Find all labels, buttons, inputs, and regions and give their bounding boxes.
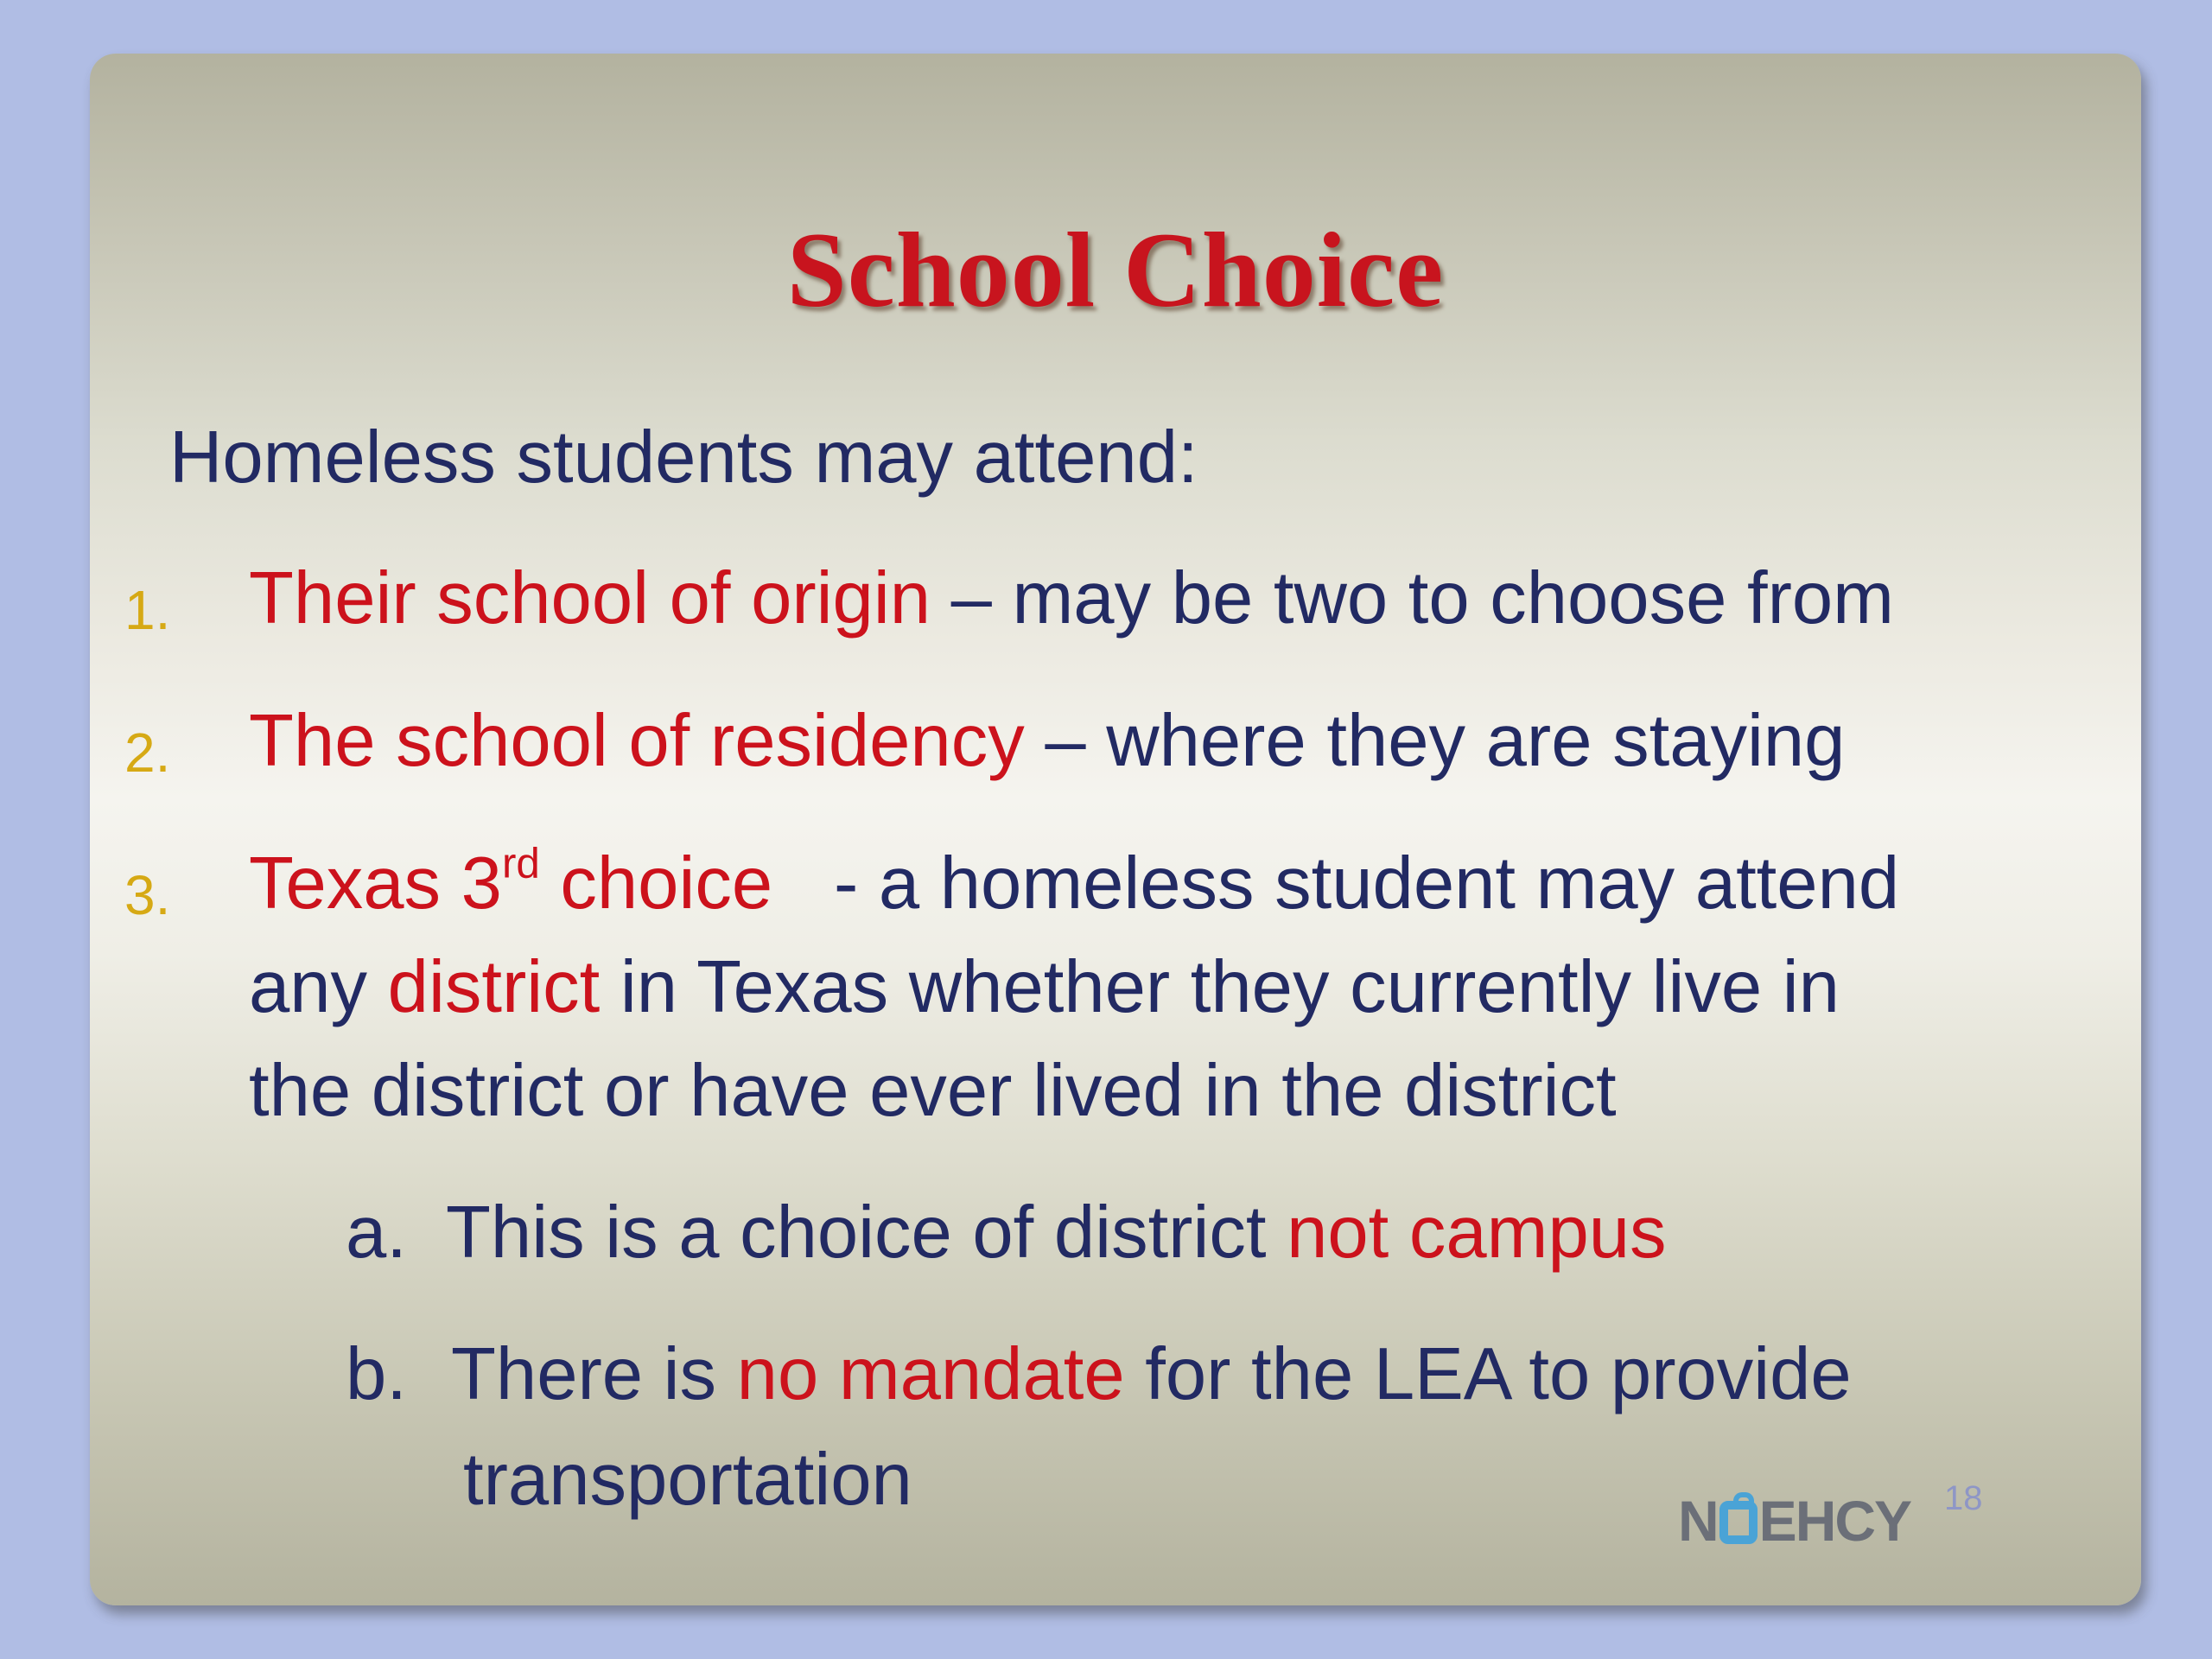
list-item-3-rest: - a homeless student may attend xyxy=(772,842,1900,925)
list-item-3-line-2-red: district xyxy=(387,946,601,1028)
list-number-3: 3. xyxy=(124,864,171,926)
subitem-b-text-b: for the LEA to provide xyxy=(1124,1333,1852,1415)
list-item-1 xyxy=(249,557,1894,639)
list-item-3-highlight-b: choice xyxy=(539,842,773,925)
list-item-2-highlight: The school of residency xyxy=(249,700,1025,782)
list-item-3-line-1 xyxy=(249,839,1900,925)
logo-backpack-icon xyxy=(1719,1501,1758,1544)
slide-body xyxy=(90,54,2141,1605)
subitem-b-line-2: transportation xyxy=(463,1439,912,1521)
list-item-3-line-2-a: any xyxy=(249,946,388,1028)
list-number-2: 2. xyxy=(124,721,171,784)
list-item-1-highlight: Their school of origin xyxy=(249,557,931,639)
nchey-logo xyxy=(1678,1488,1910,1554)
list-item-3-highlight xyxy=(249,839,773,925)
logo-text-left: N xyxy=(1678,1489,1718,1553)
list-number-1: 1. xyxy=(124,579,171,641)
list-item-2-rest: – where they are staying xyxy=(1024,700,1846,782)
list-item-3-line-3: the district or have ever lived in the district xyxy=(249,1050,1617,1132)
subitem-a-text: This is a choice of district xyxy=(446,1192,1287,1274)
logo-text-right: EHCY xyxy=(1758,1489,1911,1553)
list-item-3-line-2-b: in Texas whether they currently live in xyxy=(600,946,1840,1028)
list-item-3-line-2 xyxy=(249,946,1840,1028)
intro-text: Homeless students may attend: xyxy=(169,416,1198,499)
list-item-3-highlight-a: Texas 3 xyxy=(249,842,502,925)
list-item-2 xyxy=(249,700,1846,782)
subitem-a-letter: a. xyxy=(346,1192,407,1274)
subitem-a xyxy=(446,1192,1667,1274)
subitem-a-red: not campus xyxy=(1287,1192,1667,1274)
page-number: 18 xyxy=(1944,1479,1983,1517)
subitem-b-red: no mandate xyxy=(736,1333,1125,1415)
subitem-b-text-a: There is xyxy=(451,1333,737,1415)
slide-title: School Choice xyxy=(786,211,1445,329)
list-item-1-rest: – may be two to choose from xyxy=(931,557,1894,639)
slide xyxy=(90,54,2141,1605)
list-item-3-superscript: rd xyxy=(501,839,540,887)
subitem-b-line-1 xyxy=(451,1333,1852,1415)
subitem-b-letter: b. xyxy=(346,1333,407,1415)
